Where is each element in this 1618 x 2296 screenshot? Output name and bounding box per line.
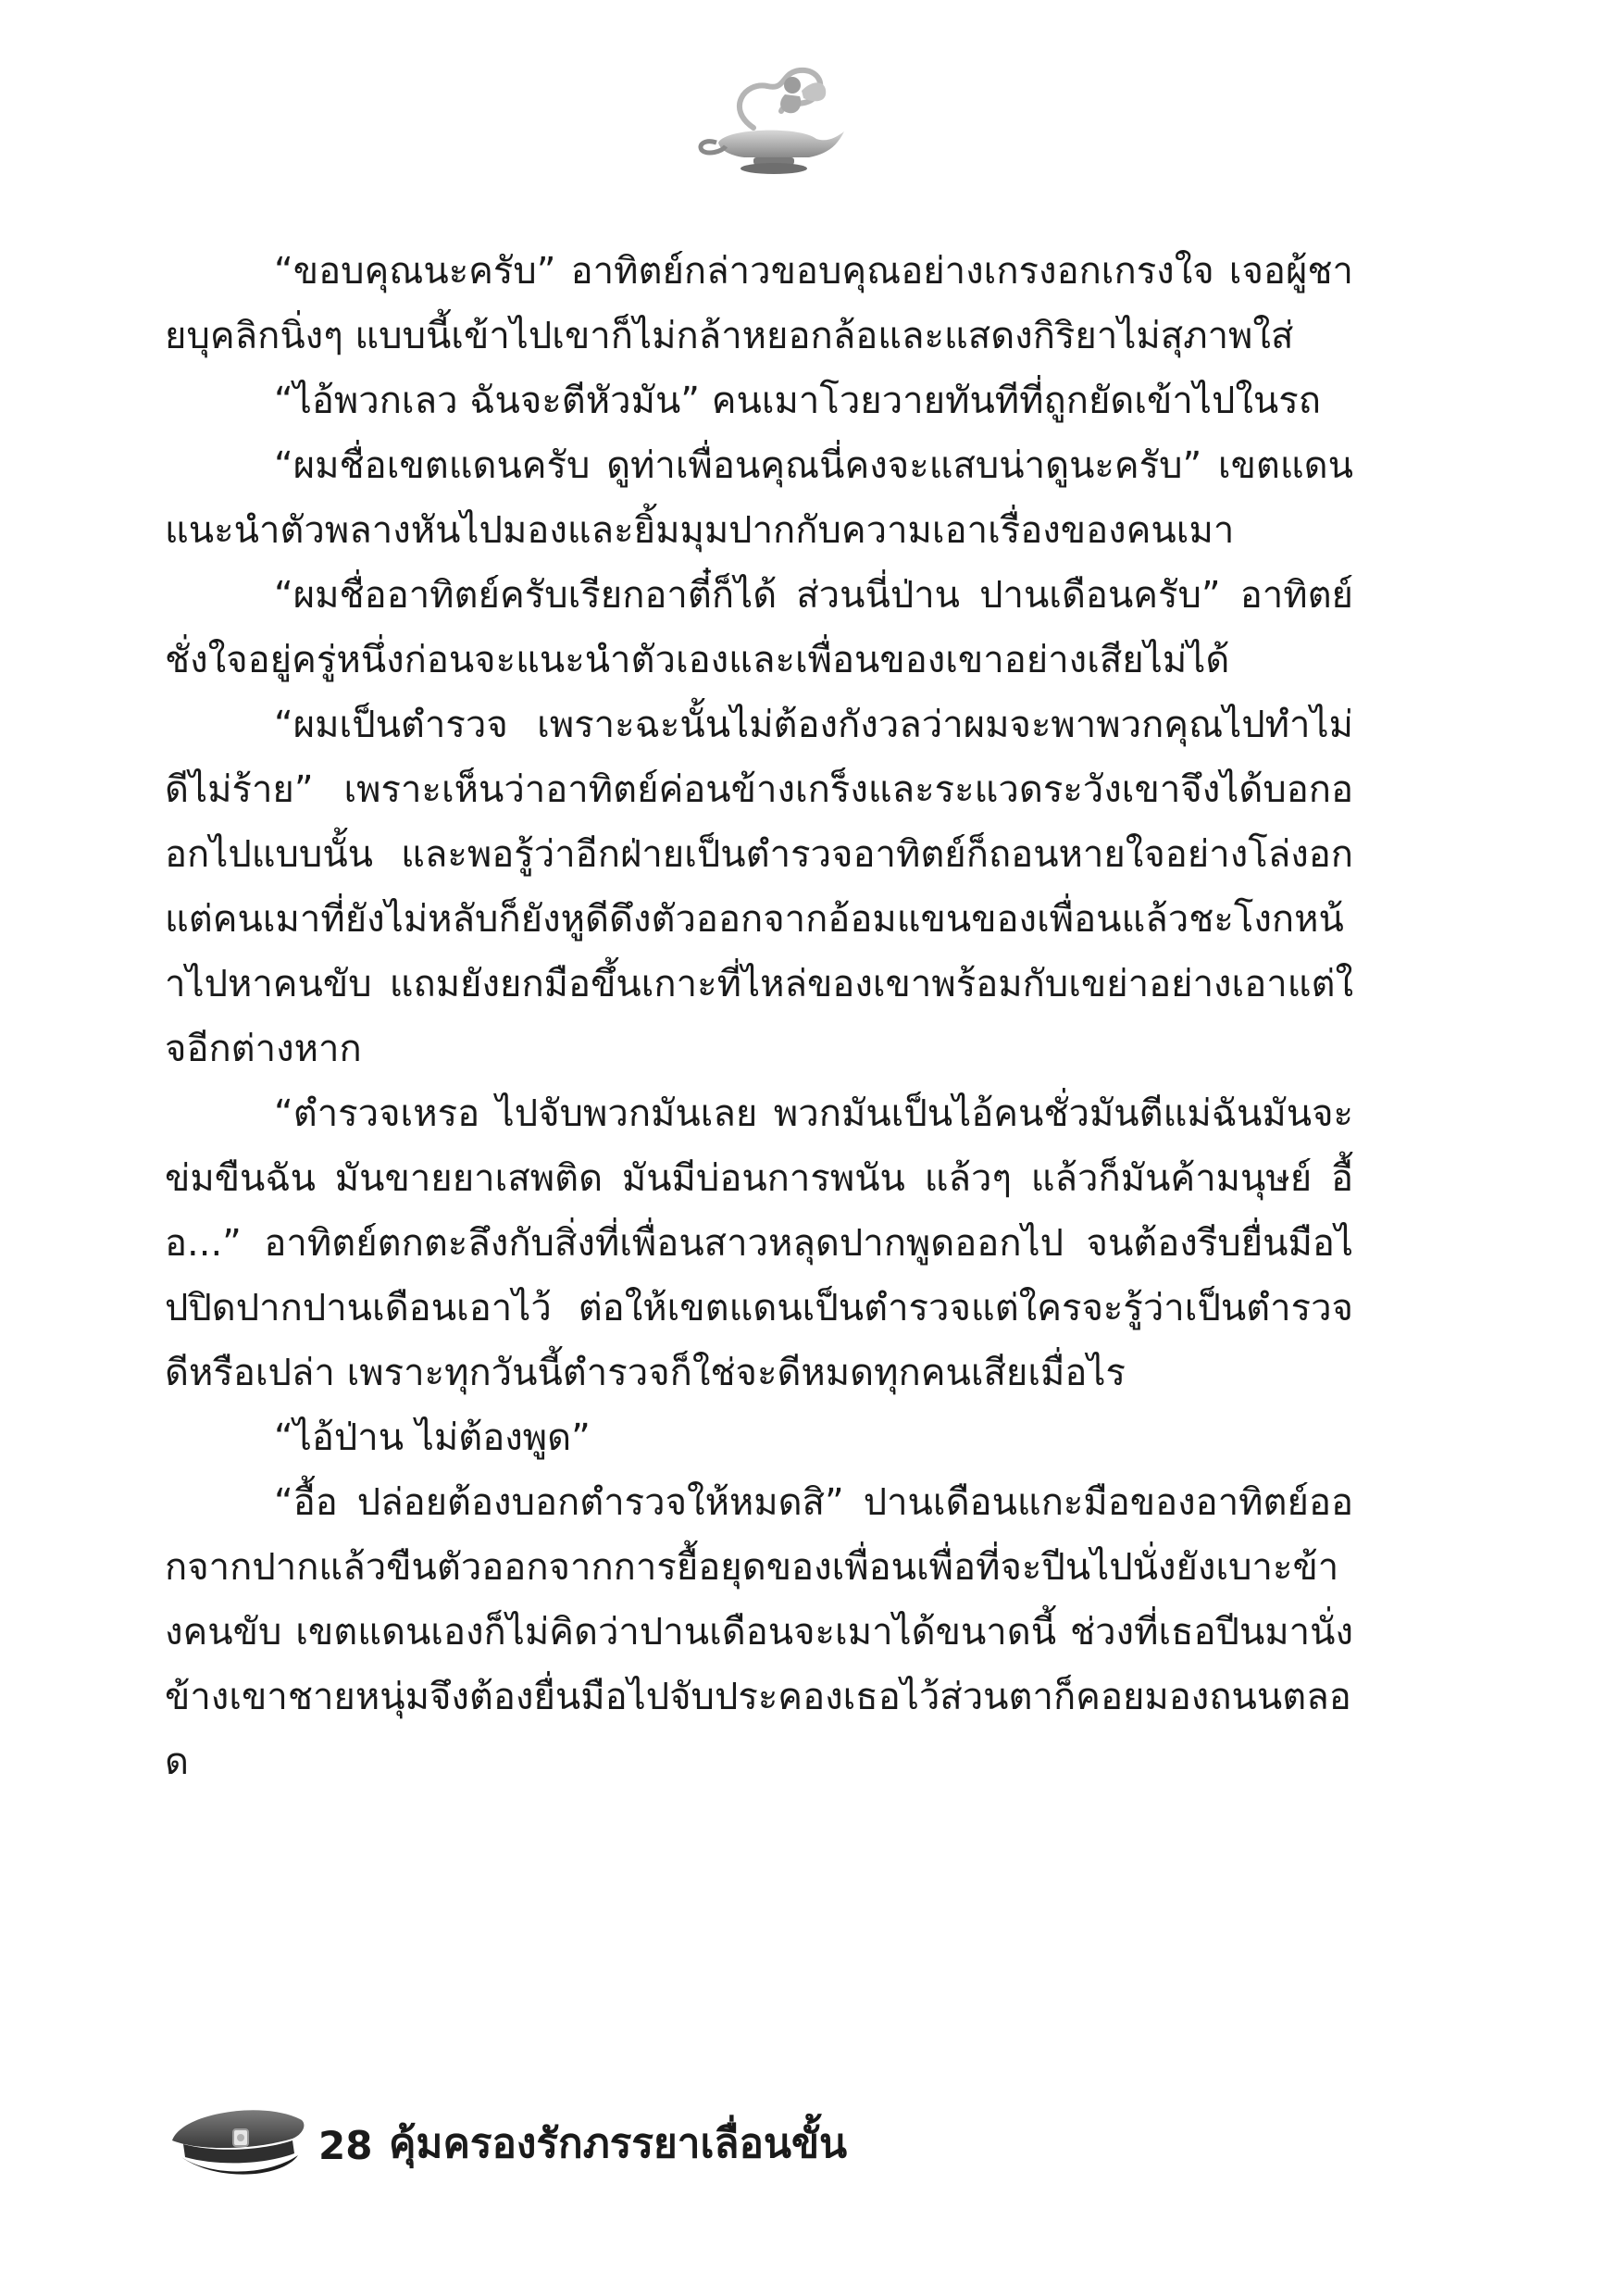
page-footer: [163, 2092, 996, 2194]
paragraph: “อื้อ ปล่อยต้องบอกตำรวจให้หมดสิ” ปานเดือนแกะมือของอาทิตย์ออกจากปากแล้วขืนตัวออกจากการยื้อยุดของเพื่อนเพื่อที่จะปีนไปนั่งยังเบาะข้างคนขับ เขตแดนเองก็ไม่คิดว่าปานเดือนจะเมาได้ขนาดนี้ ช่วงที่เธอปีนมานั่งข้างเขาชายหนุ่มจึงต้องยื่นมือไปจับประคองเธอไว้ส่วนตาก็คอยมองถนนตลอด: [165, 1481, 1353, 1783]
genie-lamp-icon: [689, 54, 855, 183]
paragraph: “ไอ้ป่าน ไม่ต้องพูด”: [274, 1416, 591, 1459]
book-title: คุ้มครองรักภรรยาเลื่อนขั้น: [389, 2120, 848, 2167]
paragraph: “ผมเป็นตำรวจ เพราะฉะนั้นไม่ต้องกังวลว่าผมจะพาพวกคุณไปทำไม่ดีไม่ร้าย” เพราะเห็นว่าอาทิตย์ค่อนข้างเกร็งและระแวดระวังเขาจึงได้บอกออกไปแบบนั้น และพอรู้ว่าอีกฝ่ายเป็นตำรวจอาทิตย์ก็ถอนหายใจอย่างโล่งอกแต่คนเมาที่ยังไม่หลับก็ยังหูดีดึงตัวออกจากอ้อมแขนของเพื่อนแล้วชะโงกหน้าไปหาคนขับ แถมยังยกมือขึ้นเกาะที่ไหล่ของเขาพร้อมกับเขย่าอย่างเอาแต่ใจอีกต่างหาก: [165, 704, 1353, 1070]
paragraph: “ผมชื่ออาทิตย์ครับเรียกอาตี๋ก็ได้ ส่วนนี่ป่าน ปานเดือนครับ” อาทิตย์ชั่งใจอยู่ครู่หนึ่งก่อนจะแนะนำตัวเองและเพื่อนของเขาอย่างเสียไม่ได้: [165, 574, 1353, 681]
paragraph: “ไอ้พวกเลว ฉันจะตีหัวมัน” คนเมาโวยวายทันทีที่ถูกยัดเข้าไปในรถ: [274, 380, 1321, 422]
paragraph: “ตำรวจเหรอ ไปจับพวกมันเลย พวกมันเป็นไอ้คนชั่วมันตีแม่ฉันมันจะข่มขืนฉัน มันขายยาเสพติด มันมีบ่อนการพนัน แล้วๆ แล้วก็มันค้ามนุษย์ อื้อ...” อาทิตย์ตกตะลึงกับสิ่งที่เพื่อนสาวหลุดปากพูดออกไป จนต้องรีบยื่นมือไปปิดปากปานเดือนเอาไว้ ต่อให้เขตแดนเป็นตำรวจแต่ใครจะรู้ว่าเป็นตำรวจดีหรือเปล่า เพราะทุกวันนี้ตำรวจก็ใช่จะดีหมดทุกคนเสียเมื่อไร: [165, 1092, 1353, 1394]
page-number: 28: [318, 2123, 373, 2168]
paragraph: “ผมชื่อเขตแดนครับ ดูท่าเพื่อนคุณนี่คงจะแสบน่าดูนะครับ” เขตแดนแนะนำตัวพลางหันไปมองและยิ้มมุมปากกับความเอาเรื่องของคนเมา: [165, 444, 1353, 552]
body-text: [165, 239, 1353, 1794]
paragraph: “ขอบคุณนะครับ” อาทิตย์กล่าวขอบคุณอย่างเกรงอกเกรงใจ เจอผู้ชายบุคลิกนิ่งๆ แบบนี้เข้าไปเขาก็ไม่กล้าหยอกล้อและแสดงกิริยาไม่สุภาพใส่: [165, 250, 1353, 357]
police-cap-icon: [163, 2092, 311, 2185]
